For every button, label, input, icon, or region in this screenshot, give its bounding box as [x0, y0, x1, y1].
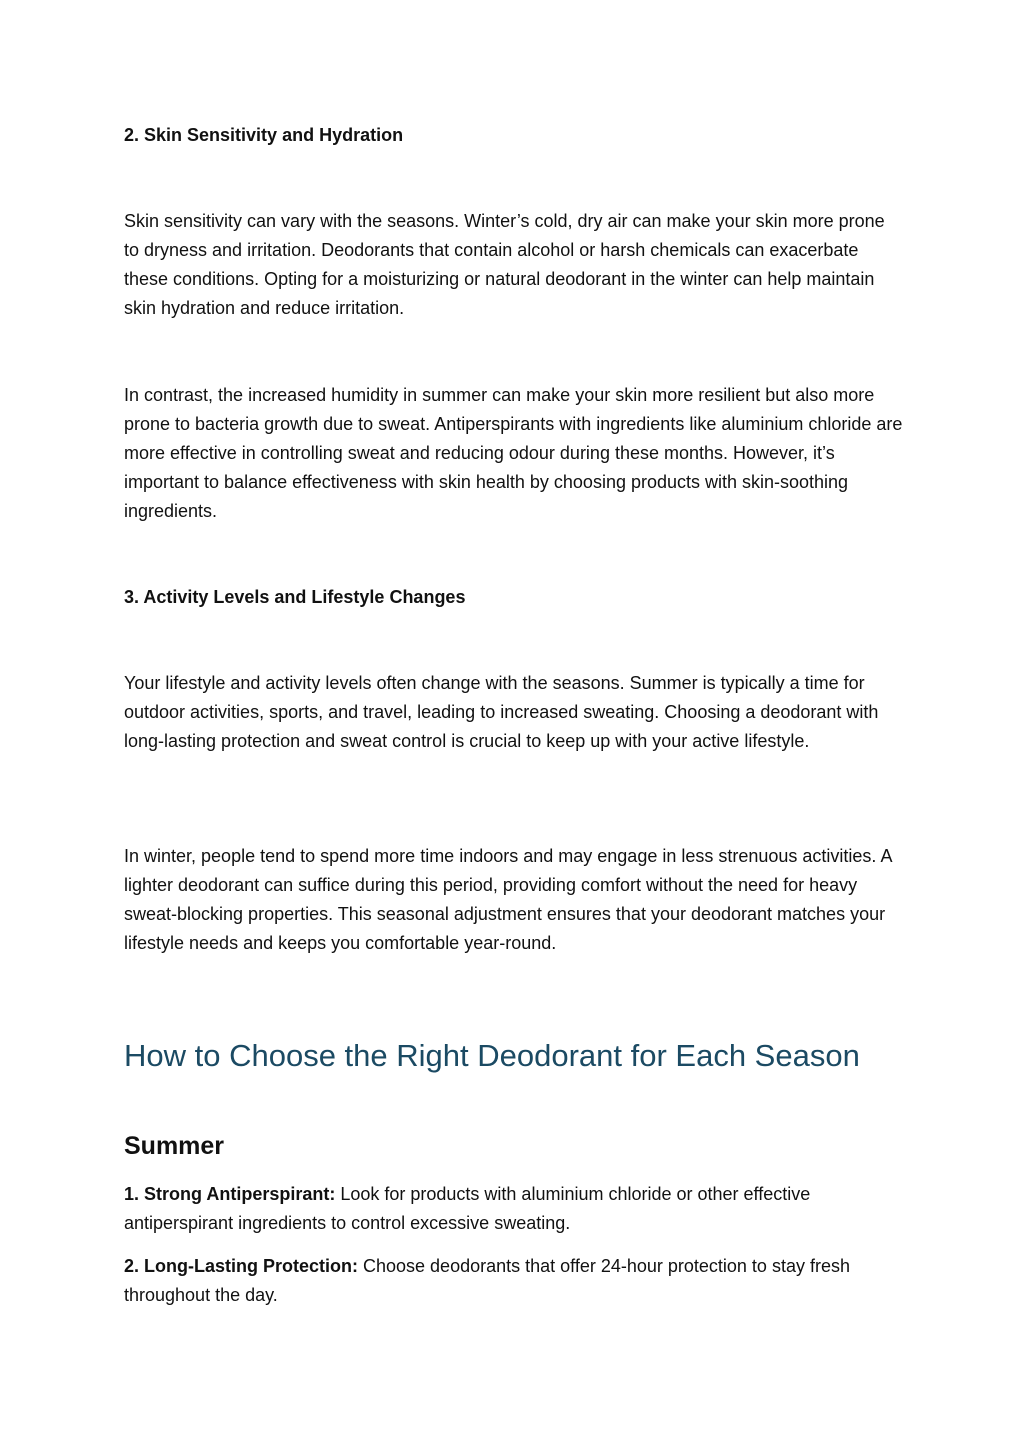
choose-deodorant-section-title: How to Choose the Right Deodorant for Each Season	[124, 1038, 860, 1073]
skin-sensitivity-paragraph-1: Skin sensitivity can vary with the seasons. Winter’s cold, dry air can make your skin more prone to dryness and irritation. Deodorants that contain alcohol or harsh chemicals can exacerbate these conditions. Opting for a moisturizing or natural deodorant in the winter can help maintain skin hydration and reduce irritation.	[124, 211, 885, 318]
activity-levels-paragraph-2: In winter, people tend to spend more time indoors and may engage in less strenuous activities. A lighter deodorant can suffice during this period, providing comfort without the need for heavy sweat-blocking properties. This seasonal adjustment ensures that your deodorant matches your lifestyle needs and keeps you comfortable year-round.	[124, 846, 892, 953]
summer-tip-2-text: Choose deodorants that offer 24-hour protection to stay fresh throughout the day.	[124, 1256, 850, 1305]
skin-sensitivity-paragraph-2: In contrast, the increased humidity in summer can make your skin more resilient but also more prone to bacteria growth due to sweat. Antiperspirants with ingredients like aluminium chloride are more effective in controlling sweat and reducing odour during these months. However, it’s important to balance effectiveness with skin health by choosing products with skin-soothing ingredients.	[124, 385, 903, 521]
summer-tip-1	[124, 1180, 904, 1238]
summer-tip-2-label: 2. Long-Lasting Protection:	[124, 1256, 358, 1276]
skin-sensitivity-heading: 2. Skin Sensitivity and Hydration	[124, 125, 404, 145]
activity-levels-paragraph-1: Your lifestyle and activity levels often change with the seasons. Summer is typically a time for outdoor activities, sports, and travel, leading to increased sweating. Choosing a deodorant with long-lasting protection and sweat control is crucial to keep up with your active lifestyle.	[124, 673, 879, 751]
summer-tip-2	[124, 1252, 904, 1310]
summer-tip-1-text: Look for products with aluminium chloride or other effective antiperspirant ingredients to control excessive sweating.	[124, 1184, 811, 1233]
activity-levels-heading: 3. Activity Levels and Lifestyle Changes	[124, 587, 466, 607]
summer-heading: Summer	[124, 1132, 225, 1160]
summer-tip-1-label: 1. Strong Antiperspirant:	[124, 1184, 336, 1204]
